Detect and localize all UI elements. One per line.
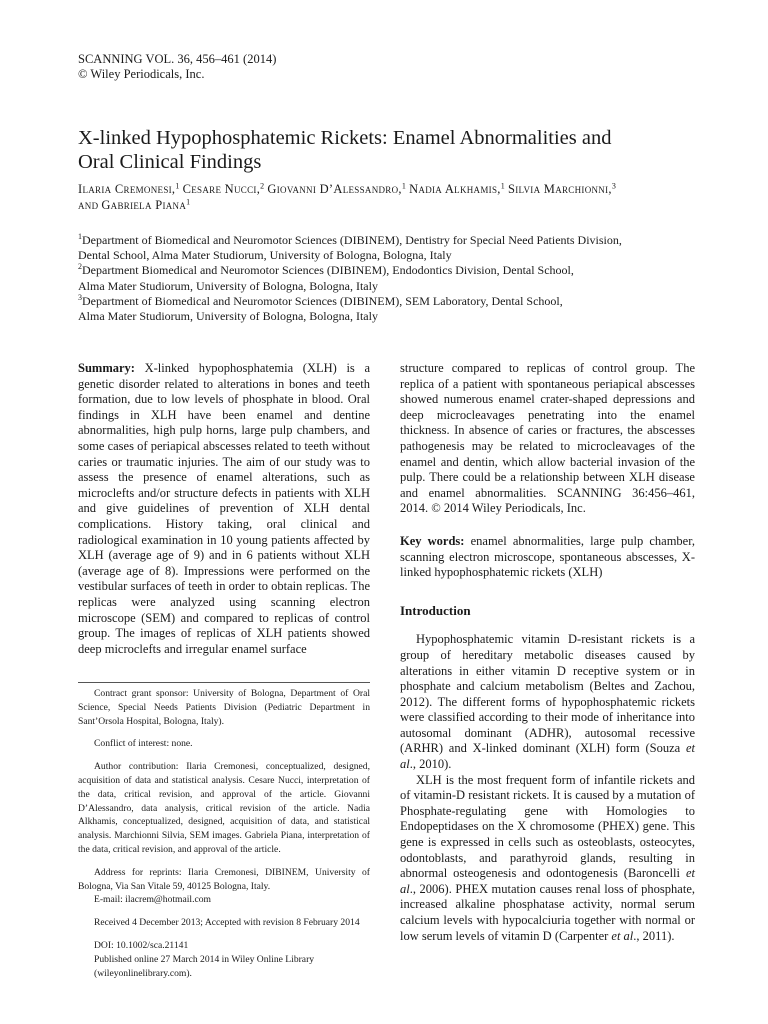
footnote-doi: DOI: 10.1002/sca.21141: [94, 939, 189, 951]
footnote-published: Published online 27 March 2014 in Wiley Online Library: [94, 953, 315, 965]
keywords-text: enamel abnormalities, large pulp chamber, scanning electron microscope, spontaneous abscesses, X-linked hypophosphatemic rickets (XLH): [400, 533, 696, 580]
author-affil-sup: 1: [401, 181, 407, 191]
left-column: [78, 361, 370, 657]
author-name: Nadia Alkhamis,: [409, 182, 501, 196]
footnotes: [78, 682, 370, 980]
affiliation-3: $^3$Department of Biomedical and Neuromotor Sciences (DIBINEM), SEM Laboratory, Dental School,: [78, 292, 563, 308]
footnote-website: (wileyonlinelibrary.com).: [94, 967, 192, 979]
footnote-email: E-mail: ilacrem@hotmail.com: [94, 894, 211, 906]
affiliation-1-cont: Dental School, Alma Mater Studiorum, University of Bologna, Bologna, Italy: [78, 248, 452, 263]
author-affil-sup: 3: [611, 181, 617, 191]
journal-header: [78, 52, 276, 82]
journal-copyright: © Wiley Periodicals, Inc.: [78, 67, 205, 81]
right-column: [400, 361, 695, 944]
affiliation-2-cont: Alma Mater Studiorum, University of Bologna, Bologna, Italy: [78, 278, 378, 293]
footnote-conflict: Conflict of interest: none.: [94, 738, 193, 750]
keywords-paragraph: [400, 534, 695, 581]
author-affil-sup: 1: [500, 181, 506, 191]
footnote-contribution: Author contribution: Ilaria Cremonesi, conceptualized, designed, acquisition of data and statistical analysis. Cesare Nucci, interpretation of the data, critical revision, and approval of the article. Giovanni D’Alessandro, data analysis, critical revision of the article. Nadia Alkhamis, conceptualized, designed, acquisition of data, and statistical analysis. Marchionni Silvia, SEM images. Gabriela Piana, interpretation of the data, critical revision, and approval of the article.: [78, 761, 370, 855]
author-name: Silvia Marchionni,: [507, 182, 612, 196]
author-conjunction: and: [78, 198, 99, 212]
footnote-grant: Contract grant sponsor: University of Bologna, Department of Oral Science, Special Needs Patients Division (Pediatric Department in Sant’Orsola Hospital, Bologna, Italy).: [78, 688, 370, 727]
summary-label: Summary:: [78, 361, 135, 375]
affiliation-2: $^2$Department Biomedical and Neuromotor Sciences (DIBINEM), Endodontics Division, Dental School,: [78, 262, 574, 278]
author-affil-sup: 1: [186, 197, 191, 207]
article-title-line1: X-linked Hypophosphatemic Rickets: Enamel Abnormalities and: [78, 127, 612, 149]
author-name: Gabriela Piana: [101, 198, 187, 212]
footnote-divider: [78, 682, 370, 683]
summary-continuation: structure compared to replicas of control group. The replica of a patient with spontaneous periapical abscesses showed numerous enamel crater-shaped depressions and deep microcleavages penetrating into the enamel thickness. In absence of caries or fractures, the abscesses pathogenesis may be related to microcleavages of the enamel and dentin, which allow bacterial invasion of the pulp. There could be a relationship between XLH disease and enamel abnormalities. SCANNING 36:456–461, 2014. © 2014 Wiley Periodicals, Inc.: [400, 361, 695, 516]
journal-citation: SCANNING VOL. 36, 456–461 (2014): [78, 52, 277, 66]
article-title-line2: Oral Clinical Findings: [78, 151, 262, 173]
article-title: [78, 126, 698, 174]
introduction-paragraph-1: Hypophosphatemic vitamin D-resistant rickets is a group of hereditary metabolic diseases caused by alterations in either vitamin D receptive system or in phosphate and calcium metabolism (Beltes and Zachou, 2012). The different forms of hypophosphatemic rickets were classified according to their mode of inheritance into autosomal dominant (ADHR), autosomal recessive (ARHR) and X-linked dominant (XLH) form (Souza et al., 2010).: [400, 632, 696, 772]
summary-text-left: X-linked hypophosphatemia (XLH) is a genetic disorder related to alterations in bones and teeth formation, due to low levels of phosphate in blood. Oral findings in XLH have been enamel and dentine abnormalities, high pulp horns, large pulp chambers, and some cases of periapical abscesses related to teeth without caries or traumatic injuries. The aim of our study was to assess the presence of enamel alterations, such as microclefts and/or structure defects in patients with XLH and give guidelines of prevention of XLH dental complications. History taking, oral clinical and radiological examination in 10 young patients affected by XLH (average age of 9) and in 6 patients without XLH (average age of 8). Impressions were performed on the vestibular surfaces of teeth in order to obtain replicas. The replicas were analyzed using scanning electron microscope (SEM) and compared to replicas of control group. The images of replicas of XLH patients showed deep microclefts and irregular enamel surface: [78, 361, 370, 656]
author-affil-sup: 1: [175, 181, 180, 191]
author-name: Cesare Nucci,: [182, 182, 261, 196]
footnote-address: Address for reprints: Ilaria Cremonesi, DIBINEM, University of Bologna, Via San Vitale 59, 40125 Bologna, Italy.: [78, 866, 370, 892]
introduction-heading: Introduction: [400, 602, 471, 618]
introduction-paragraph-2: XLH is the most frequent form of infantile rickets and of vitamin-D resistant rickets. It is caused by a mutation of Phosphate-regulating gene with Homologies to Endopeptidases on the X chromosome (PHEX) gene. This gene is expressed in cells such as osteoblasts, osteocytes, odontoblasts, and parathyroid glands, resulting in abnormal osteogenesis and odontogenesis (Baroncelli et al., 2006). PHEX mutation causes renal loss of phosphate, increased alkaline phosphatase activity, normal serum calcium levels with hypocalciuria together with normal or low serum levels of vitamin D (Carpenter et al., 2011).: [400, 772, 696, 943]
affiliation-3-cont: Alma Mater Studiorum, University of Bologna, Bologna, Italy: [78, 309, 378, 324]
author-name: Giovanni D’Alessandro,: [267, 182, 402, 196]
author-list: [78, 182, 698, 214]
footnote-received: Received 4 December 2013; Accepted with revision 8 February 2014: [94, 917, 360, 929]
affiliation-1: $^1$Department of Biomedical and Neuromotor Sciences (DIBINEM), Dentistry for Special Need Patients Division,: [78, 232, 622, 247]
author-affil-sup: 2: [260, 181, 265, 191]
summary-paragraph: [78, 361, 370, 657]
affiliations: [78, 233, 698, 324]
keywords-label: Key words:: [400, 533, 465, 548]
author-name: Ilaria Cremonesi,: [78, 182, 176, 196]
